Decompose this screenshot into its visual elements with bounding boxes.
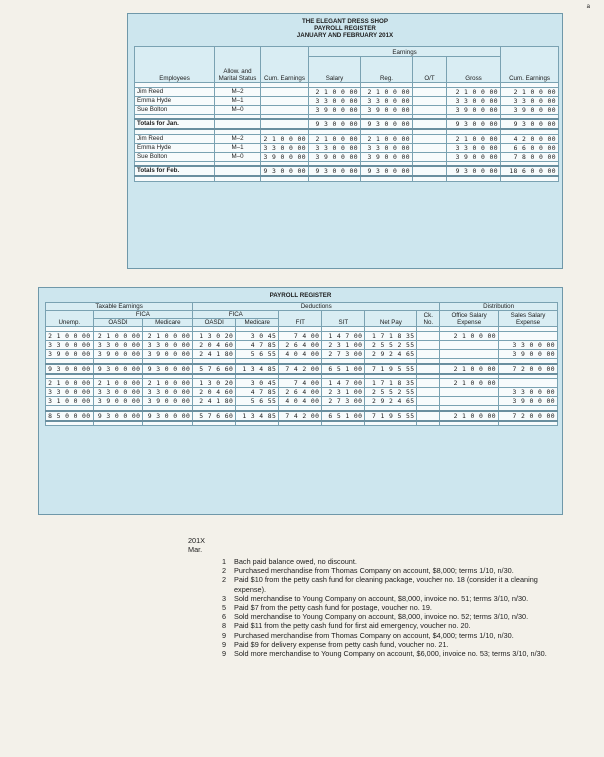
transaction-day: 9 [222,639,227,649]
transaction-day: 6 [222,612,227,622]
col-sales-salary: Sales Salary Expense [499,311,558,327]
transactions-month: Mar. [188,545,203,555]
col-taxable-fica: FICA [93,311,193,319]
transaction-text: Paid $7 from the petty cash fund for postage, voucher no. 19. [234,603,432,613]
table-row: Emma Hyde M–1 3 3 0 0 00 3 3 0 0 00 3 3 0 0 00 3 3 0 0 00 6 6 0 0 00 [135,143,559,152]
transaction-text: Purchased merchandise from Thomas Company on account, $8,000; terms 1/10, n/30. [234,566,514,576]
payroll-register-earnings [127,13,563,269]
table-row: 3 3 0 0 00 3 3 0 0 00 3 3 0 0 00 2 0 4 60 4 7 85 2 6 4 00 2 3 1 00 2 5 5 2 55 3 3 0 0 00 [46,388,558,397]
earnings-table [134,46,559,182]
company-name: THE ELEGANT DRESS SHOP [302,18,388,25]
transaction-day: 8 [222,621,227,631]
col-ck-no: Ck. No. [417,311,440,327]
col-group-taxable: Taxable Earnings [46,303,193,311]
col-allow-status: Allow. and Marital Status [215,46,261,82]
table-row: 3 3 0 0 00 3 3 0 0 00 3 3 0 0 00 2 0 4 60 4 7 85 2 6 4 00 2 3 1 00 2 5 5 2 55 3 3 0 0 00 [46,341,558,350]
list-item [222,612,556,621]
totals-row-feb: 8 5 0 0 00 9 3 0 0 00 9 3 0 0 00 5 7 6 60 1 3 4 85 7 4 2 00 6 5 1 00 7 1 9 5 55 2 1 0 0 00 7 2 0 0 00 [46,411,558,421]
transaction-text: Sold merchandise to Young Company on account, $8,000, invoice no. 51; terms 3/10, n/30. [234,593,529,603]
list-item [222,566,556,575]
col-office-salary: Office Salary Expense [440,311,499,327]
transaction-day: 1 [222,557,227,566]
list-item [222,649,556,658]
page-number: a [586,4,590,10]
col-cum-earnings: Cum. Earnings [261,46,309,82]
transaction-text: Purchased merchandise from Thomas Company on account, $4,000; terms 1/10, n/30. [234,630,514,640]
list-item [222,557,556,566]
table-row: 3 1 0 0 00 3 9 0 0 00 3 9 0 0 00 2 4 1 80 5 6 55 4 0 4 00 2 7 3 00 2 9 2 4 65 3 9 0 0 00 [46,397,558,406]
col-employees: Employees [135,46,215,82]
col-ot: O/T [413,56,447,82]
transaction-text: Paid $9 for delivery expense from petty cash fund, voucher no. 21. [234,639,449,649]
transaction-day: 2 [222,575,227,585]
list-item [222,631,556,640]
totals-row-feb: Totals for Feb. 9 3 0 0 00 9 3 0 0 00 9 3 0 0 00 9 3 0 0 00 18 6 0 0 00 [135,166,559,176]
transaction-text: Sold more merchandise to Young Company on account, $6,000, invoice no. 53; terms 3/10, n/30. [234,649,547,659]
table-row: 3 9 0 0 00 3 9 0 0 00 3 9 0 0 00 2 4 1 80 5 6 55 4 0 4 00 2 7 3 00 2 9 2 4 65 3 9 0 0 00 [46,350,558,359]
list-item [222,594,556,603]
register-title: PAYROLL REGISTER [269,292,332,299]
transaction-text: Paid $11 from the petty cash fund for first aid emergency, voucher no. 20. [234,621,471,631]
table-row: Sue Bolton M–0 3 9 0 0 00 3 9 0 0 00 3 9 0 0 00 3 9 0 0 00 [135,105,559,114]
transaction-day: 9 [222,649,227,659]
transaction-text: Sold merchandise to Young Company on account, $8,000, invoice no. 52; terms 3/10, n/30. [234,612,529,622]
list-item [222,603,556,612]
table-row: 2 1 0 0 00 2 1 0 0 00 2 1 0 0 00 1 3 0 20 3 0 45 7 4 00 1 4 7 00 1 7 1 8 35 2 1 0 0 00 [46,332,558,341]
col-deduction-oasdi: OASDI [193,319,236,327]
col-salary: Salary [309,56,361,82]
col-deduction-fica: FICA [193,311,279,319]
transactions-date-header [188,536,218,554]
table-row: Jim Reed M–2 2 1 0 0 00 2 1 0 0 00 2 1 0 0 00 2 1 0 0 00 4 2 0 0 00 [135,134,559,143]
col-reg: Reg. [361,56,413,82]
transaction-day: 5 [222,603,227,613]
transaction-day: 2 [222,566,227,576]
col-fit: FIT [279,311,322,327]
col-unemp: Unemp. [46,311,94,327]
col-group-deductions: Deductions [193,303,440,311]
transaction-day: 9 [222,630,227,640]
col-taxable-medicare: Medicare [143,319,193,327]
col-deduction-medicare: Medicare [236,319,279,327]
totals-row-jan: 9 3 0 0 00 9 3 0 0 00 9 3 0 0 00 5 7 6 60 1 3 4 85 7 4 2 00 6 5 1 00 7 1 9 5 55 2 1 0 0 00 7 2 0 0 00 [46,364,558,374]
col-net-pay: Net Pay [365,311,417,327]
list-item [222,640,556,649]
col-taxable-oasdi: OASDI [93,319,143,327]
list-item [222,575,556,593]
transactions-items [222,557,556,658]
payroll-register-deductions [38,287,563,515]
transaction-text: Bach paid balance owed, no discount. [234,557,357,566]
table-row: Emma Hyde M–1 3 3 0 0 00 3 3 0 0 00 3 3 0 0 00 3 3 0 0 00 [135,96,559,105]
col-cum-earnings-end: Cum. Earnings [501,46,559,82]
register-name: PAYROLL REGISTER [314,25,376,33]
table-row: Jim Reed M–2 2 1 0 0 00 2 1 0 0 00 2 1 0 0 00 2 1 0 0 00 [135,87,559,96]
register-period: JANUARY AND FEBRUARY 201X [296,32,394,40]
transaction-text: Paid $10 from the petty cash fund for cleaning package, voucher no. 18 (consider it a cleaning expense). [234,575,538,594]
list-item [222,621,556,630]
table-row: Sue Bolton M–0 3 9 0 0 00 3 9 0 0 00 3 9 0 0 00 3 9 0 0 00 7 8 0 0 00 [135,152,559,161]
register-title [134,18,556,40]
col-sit: SIT [322,311,365,327]
col-gross: Gross [447,56,501,82]
transaction-day: 3 [222,593,227,603]
transactions-year: 201X [188,536,206,545]
col-group-earnings: Earnings [309,46,501,56]
col-group-distribution: Distribution [440,303,558,311]
table-row: 2 1 0 0 00 2 1 0 0 00 2 1 0 0 00 1 3 0 20 3 0 45 7 4 00 1 4 7 00 1 7 1 8 35 2 1 0 0 00 [46,379,558,388]
deductions-table [45,302,558,426]
totals-row-jan: Totals for Jan. 9 3 0 0 00 9 3 0 0 00 9 3 0 0 00 9 3 0 0 00 [135,119,559,129]
